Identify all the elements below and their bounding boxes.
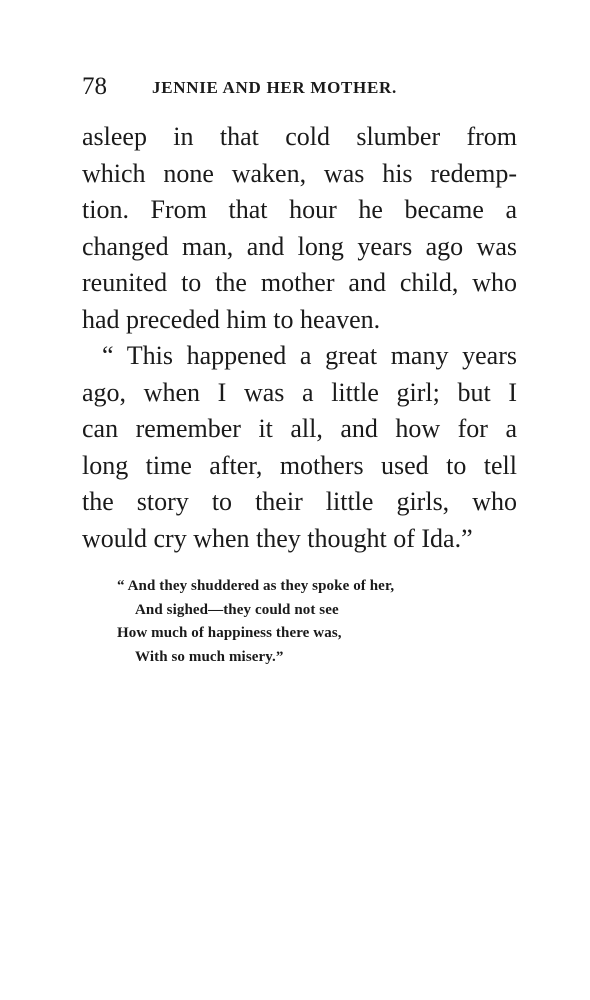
poem-line: How much of happiness there was, [117,625,342,641]
text-line: which none waken, was his redemp- [82,158,517,188]
text-line: asleep in that cold slumber from [82,122,517,151]
poem-line: With so much misery.” [135,648,284,665]
running-head [82,72,517,102]
text-line: can remember it all, and how for a [82,414,517,443]
text-line: the story to their little girls, who [82,487,517,516]
text-line: changed man, and long years ago was [82,231,517,261]
text-line: long time after, mothers used to tell [82,450,517,480]
text-line: would cry when they thought of Ida.” [82,523,473,553]
poem-stanza [117,575,477,669]
text-line: ago, when I was a little girl; but I [82,377,517,407]
text-line: “ This happened a great many years [102,341,517,370]
body-text [82,119,517,557]
text-line: tion. From that hour he became a [82,195,517,224]
text-line: reunited to the mother and child, who [82,268,517,297]
text-line: had preceded him to heaven. [82,304,381,334]
poem-line: And sighed—they could not see [135,601,339,618]
poem-line: “ And they shuddered as they spoke of her, [117,578,395,594]
running-title: JENNIE AND HER MOTHER. [152,78,397,97]
page-number: 78 [82,73,107,100]
